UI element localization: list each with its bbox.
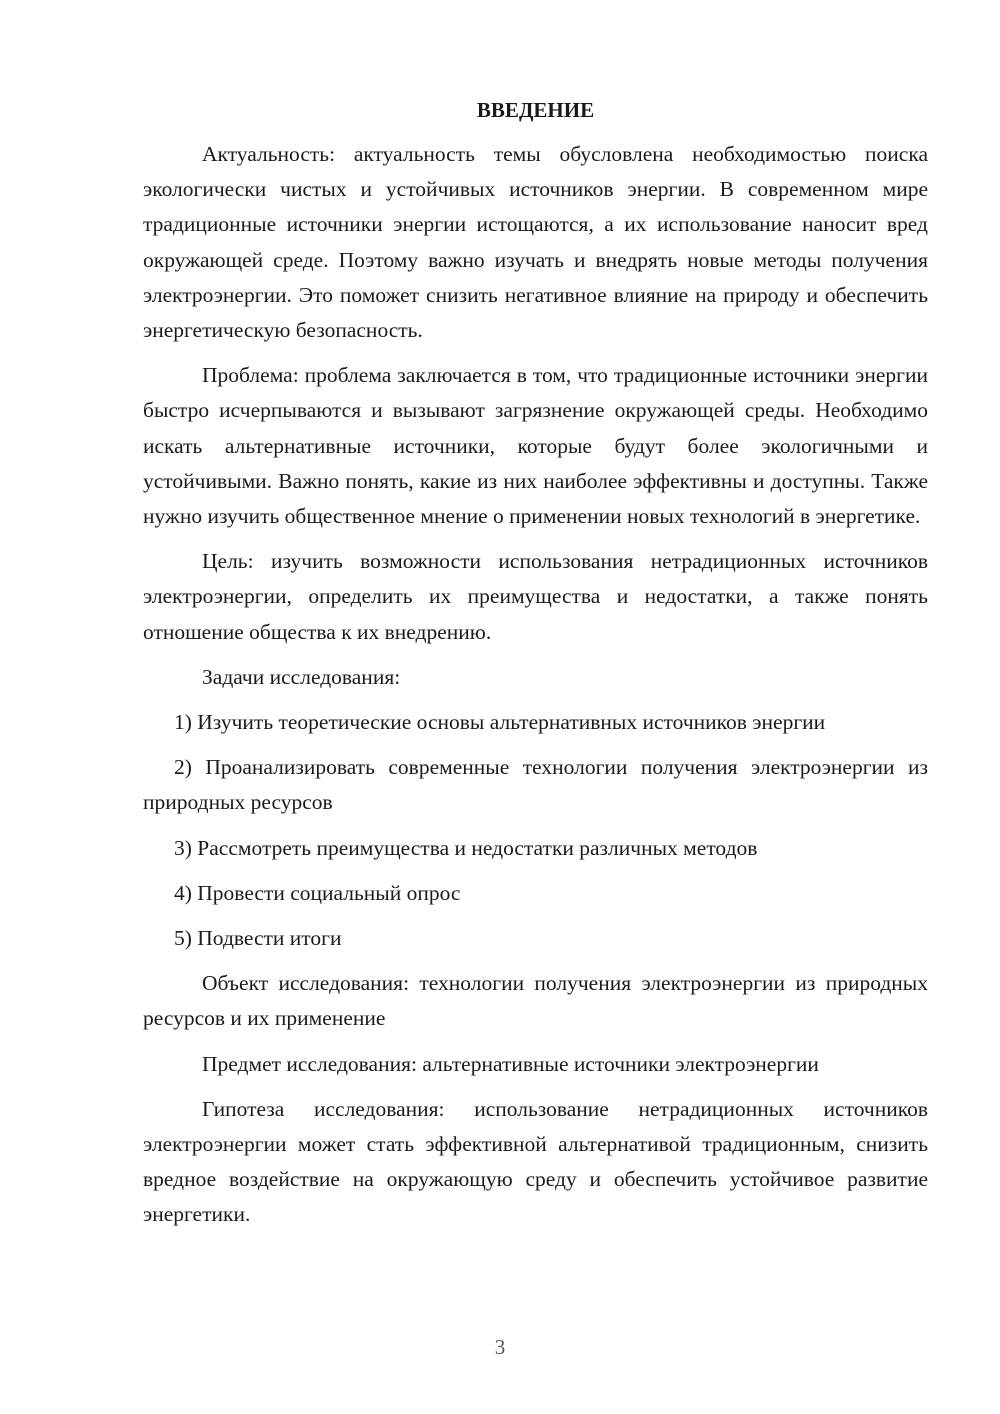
subject-paragraph: Предмет исследования: альтернативные источники электроэнергии: [202, 1051, 819, 1076]
page-number: 3: [494, 1335, 506, 1359]
problem-paragraph: Проблема: проблема заключается в том, что традиционные источники энергии быстро исчерпываются и вызывают загрязнение окружающей среды. Необходимо искать альтернативные источники, которые будут более экологичными и устойчивыми. Важно понять, какие из них наиболее эффективны и доступны. Также нужно изучить общественное мнение о применении новых технологий в энергетике.: [143, 363, 928, 529]
section-heading: ВВЕДЕНИЕ: [476, 98, 595, 122]
object-paragraph: Объект исследования: технологии получения электроэнергии из природных ресурсов и их применение: [143, 971, 928, 1031]
task-item-1: 1) Изучить теоретические основы альтернативных источников энергии: [174, 710, 826, 735]
task-item-5: 5) Подвести итоги: [174, 926, 342, 951]
tasks-title: Задачи исследования:: [202, 664, 401, 689]
task-item-2: 2) Проанализировать современные технологии получения электроэнергии из природных ресурсов: [143, 755, 928, 815]
goal-paragraph: Цель: изучить возможности использования нетрадиционных источников электроэнергии, определить их преимущества и недостатки, а также понять отношение общества к их внедрению.: [143, 549, 928, 644]
hypothesis-paragraph: Гипотеза исследования: использование нетрадиционных источников электроэнергии может стать эффективной альтернативой традиционным, снизить вредное воздействие на окружающую среду и обеспечить устойчивое развитие энергетики.: [143, 1096, 928, 1227]
document-page: [143, 92, 928, 1243]
task-item-3: 3) Рассмотреть преимущества и недостатки различных методов: [174, 835, 758, 860]
relevance-paragraph: Актуальность: актуальность темы обусловлена необходимостью поиска экологически чистых и устойчивых источников энергии. В современном мире традиционные источники энергии истощаются, а их использование наносит вред окружающей среде. Поэтому важно изучать и внедрять новые методы получения электроэнергии. Это поможет снизить негативное влияние на природу и обеспечить энергетическую безопасность.: [143, 142, 928, 343]
task-item-4: 4) Провести социальный опрос: [174, 880, 461, 905]
